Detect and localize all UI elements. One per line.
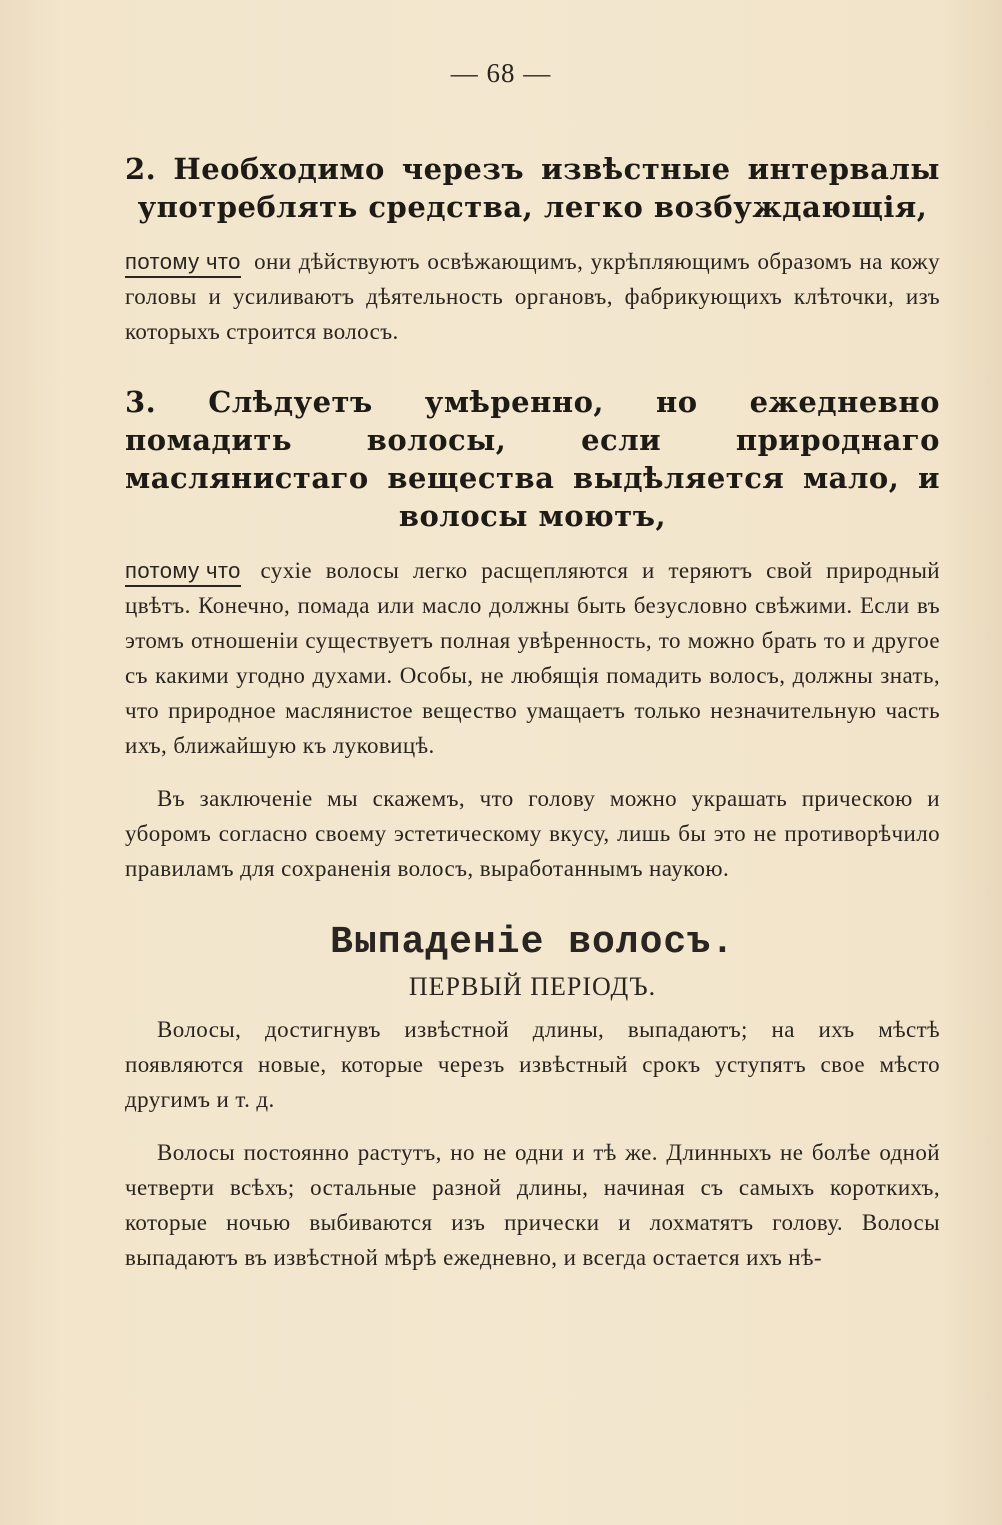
- spacer: [125, 226, 940, 244]
- conclusion-paragraph: Въ заключеніе мы скажемъ, что голову можно украшать прическою и уборомъ согласно своему эстетическому вкусу, лишь бы это не противорѣчило правиламъ для сохраненія волосъ, выработаннымъ наукою.: [125, 786, 940, 881]
- section-subtitle: ПЕРВЫЙ ПЕРІОДЪ.: [408, 972, 657, 1001]
- rule-3-text: сухіе волосы легко расщепляются и теряютъ свой природный цвѣтъ. Конечно, помада или масло должны быть безусловно свѣжими. Если въ этомъ отношеніи существуетъ полная увѣренность, то можно брать то и другое съ какими угодно духами. Особы, не любящія помадить волосъ, должны знать, что природное маслянистое вещество умащаетъ только незначительную часть ихъ, ближайшую къ луковицѣ.: [125, 558, 940, 758]
- section-paragraph-1: Волосы, достигнувъ извѣстной длины, выпадаютъ; на ихъ мѣстѣ появляются новые, которые черезъ извѣстный срокъ уступятъ свое мѣсто другимъ и т. д.: [125, 1017, 940, 1112]
- section-paragraph-2: Волосы постоянно растутъ, но не одни и тѣ же. Длинныхъ не болѣе одной четверти всѣхъ; остальные разной длины, начиная съ самыхъ короткихъ, которые ночью выбиваются изъ прически и лохматятъ голову. Волосы выпадаютъ въ извѣстной мѣрѣ ежедневно, и всегда остается ихъ нѣ-: [125, 1140, 940, 1270]
- spacer: [125, 763, 940, 781]
- rule-3-paragraph: [125, 553, 940, 763]
- page-content: [125, 150, 940, 1275]
- rule-2-lead: потому что: [125, 248, 241, 278]
- spacer: [125, 535, 940, 553]
- spacer: [125, 886, 940, 920]
- rule-2-text: они дѣйствуютъ освѣжающимъ, укрѣпляющимъ образомъ на кожу головы и усиливаютъ дѣятельность органовъ, фабрикующихъ клѣточки, изъ которыхъ строится волосъ.: [125, 249, 941, 344]
- rule-3-lead: потому что: [125, 557, 241, 587]
- rule-3-heading: 3. Слѣдуетъ умѣренно, но ежедневно помадить волосы, если природнаго маслянистаго вещества выдѣляется мало, и волосы моютъ,: [125, 385, 940, 533]
- section-title: Выпаденіе волосъ.: [330, 921, 735, 964]
- rule-2-heading: 2. Необходимо черезъ извѣстные интервалы употреблять средства, легко возбуждающія,: [125, 152, 940, 224]
- page-number: — 68 —: [450, 58, 552, 88]
- spacer: [125, 349, 940, 383]
- rule-2-paragraph: [125, 244, 940, 349]
- spacer: [125, 1117, 940, 1135]
